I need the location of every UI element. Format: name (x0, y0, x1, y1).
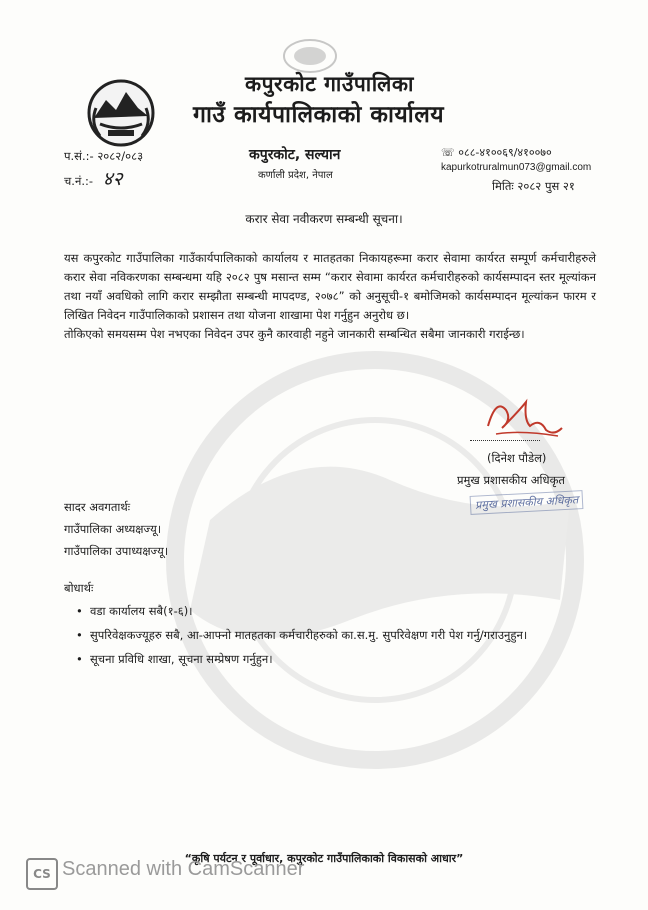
patra-label: प.सं.:- (64, 149, 94, 163)
list-item: • सूचना प्रविधि शाखा, सूचना सम्प्रेषण गर्नुहुन। (64, 650, 560, 669)
copy-to-item: गाउँपालिका अध्यक्षज्यू। (64, 522, 162, 536)
office-location: कपुरकोट, सल्यान (249, 147, 341, 163)
bullet-icon: • (76, 652, 83, 666)
copy-to-heading: सादर अवगतार्थः (64, 500, 131, 514)
signatory-title: प्रमुख प्रशासकीय अधिकृत (457, 473, 565, 487)
chalani-value: ४२ (102, 168, 123, 190)
municipality-name: कपुरकोट गाउँपालिका (245, 72, 414, 96)
subject-line: करार सेवा नवीकरण सम्बन्धी सूचना। (245, 212, 403, 226)
bullet-icon: • (76, 604, 83, 618)
patra-value: २०८२/०८३ (97, 149, 144, 163)
list-item: • वडा कार्यालय सबै(१-६)। (64, 602, 560, 621)
info-list (64, 602, 560, 669)
phone-number: ☏ ०८८-४१००६९/४१००७० (441, 146, 552, 159)
info-heading: बोधार्थः (64, 581, 94, 595)
letter-date: मितिः २०८२ पुस २१ (492, 179, 575, 193)
chalani-label: च.नं.:- (64, 174, 94, 188)
chalani-number (64, 165, 122, 191)
office-name: गाउँ कार्यपालिकाको कार्यालय (193, 102, 445, 128)
body-paragraph-2: तोकिएको समयसम्म पेश नभएका निवेदन उपर कुनै कारवाही नहुने जानकारी सम्बन्धित सबैमा जानकारी गराईन्छ। (64, 327, 525, 341)
body-paragraph-1: यस कपुरकोट गाउँपालिका गाउँकार्यपालिकाको कार्यालय र मातहतका निकायहरूमा करार सेवामा कार्यरत सम्पूर्ण कर्मचारीहरुले करार सेवा नविकरणका सम्बन्धमा यहि २०८२ पुष मसान्त सम्म “करार सेवामा कार्यरत कर्मचारीहरुको कार्यसम्पादन स्तर मूल्यांकन तथा नयाँ अवधिको लागि करार सम्झौता सम्बन्धी मापदण्ड, २०७८” को अनुसूची-१ बमोजिमको कार्यसम्पादन मूल्यांकन फारम र लिखित निवेदन गाउँपालिकाको प्रशासन तथा योजना शाखामा पेश गर्नुहुन अनुरोध छ। (64, 251, 596, 322)
province-text: कर्णाली प्रदेश, नेपाल (258, 170, 333, 181)
signature-line (470, 440, 540, 441)
official-stamp: प्रमुख प्रशासकीय अधिकृत (470, 490, 584, 515)
camscanner-logo-icon: CS (26, 858, 58, 890)
list-item: • सुपरिवेक्षकज्यूहरु सबै, आ-आफ्नो मातहतका कर्मचारीहरुको का.स.मु. सुपरिवेक्षण गरी पेश गर्नु/गराउनुहुन। (64, 626, 560, 645)
camscanner-watermark: Scanned with CamScanner (62, 858, 305, 880)
handwritten-signature (466, 390, 566, 450)
bullet-icon: • (76, 628, 83, 642)
information-section (64, 581, 560, 674)
signatory-name: (दिनेश पौडेल) (487, 451, 547, 465)
notice-body (64, 249, 596, 344)
email-address: kapurkotruralmun073@gmail.com (441, 162, 592, 173)
patra-sankhya (64, 149, 143, 164)
copy-to-item: गाउँपालिका उपाध्यक्षज्यू। (64, 544, 169, 558)
footer-motto: “कृषि पर्यटन र पूर्वाधार, कपुरकोट गाउँपालिकाको विकासको आधार” (184, 852, 464, 865)
nepal-emblem-icon (86, 78, 156, 148)
copy-to-section (64, 496, 168, 562)
